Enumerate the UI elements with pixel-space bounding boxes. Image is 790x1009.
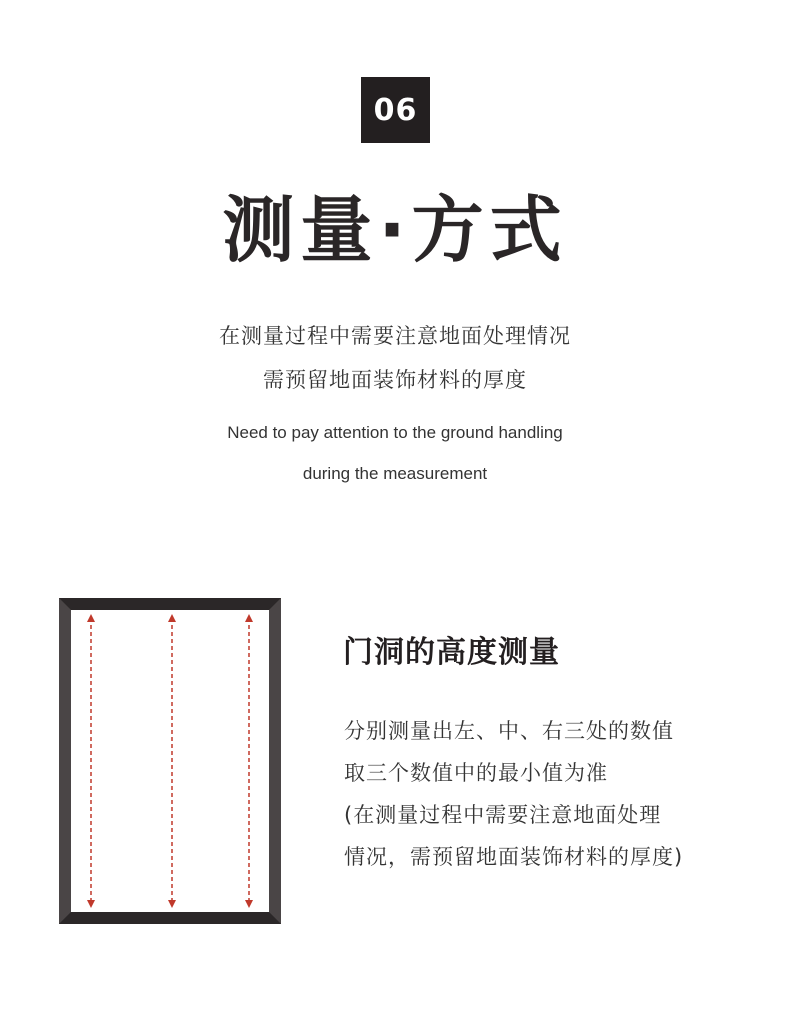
section-desc-line-4: 情况，需预留地面装饰材料的厚度)	[344, 845, 684, 869]
section-desc-line-3: (在测量过程中需要注意地面处理	[344, 803, 662, 827]
section-desc-line-1: 分别测量出左、中、右三处的数值	[344, 719, 674, 743]
section-title: 门洞的高度测量	[343, 635, 560, 670]
intro-cn-line-1: 在测量过程中需要注意地面处理情况	[219, 324, 571, 348]
door-opening	[71, 610, 269, 912]
section-number-badge	[361, 77, 430, 143]
intro-en-line-2: during the measurement	[302, 464, 488, 483]
intro-en-line-1: Need to pay attention to the ground handling	[227, 423, 563, 442]
intro-cn-line-2: 需预留地面装饰材料的厚度	[263, 368, 527, 392]
section-number: 06	[373, 92, 418, 128]
section-desc-line-2: 取三个数值中的最小值为准	[344, 761, 608, 785]
door-frame-illustration	[59, 598, 281, 924]
page-title: 测量·方式	[222, 188, 568, 272]
door-frame-icon	[59, 598, 281, 924]
